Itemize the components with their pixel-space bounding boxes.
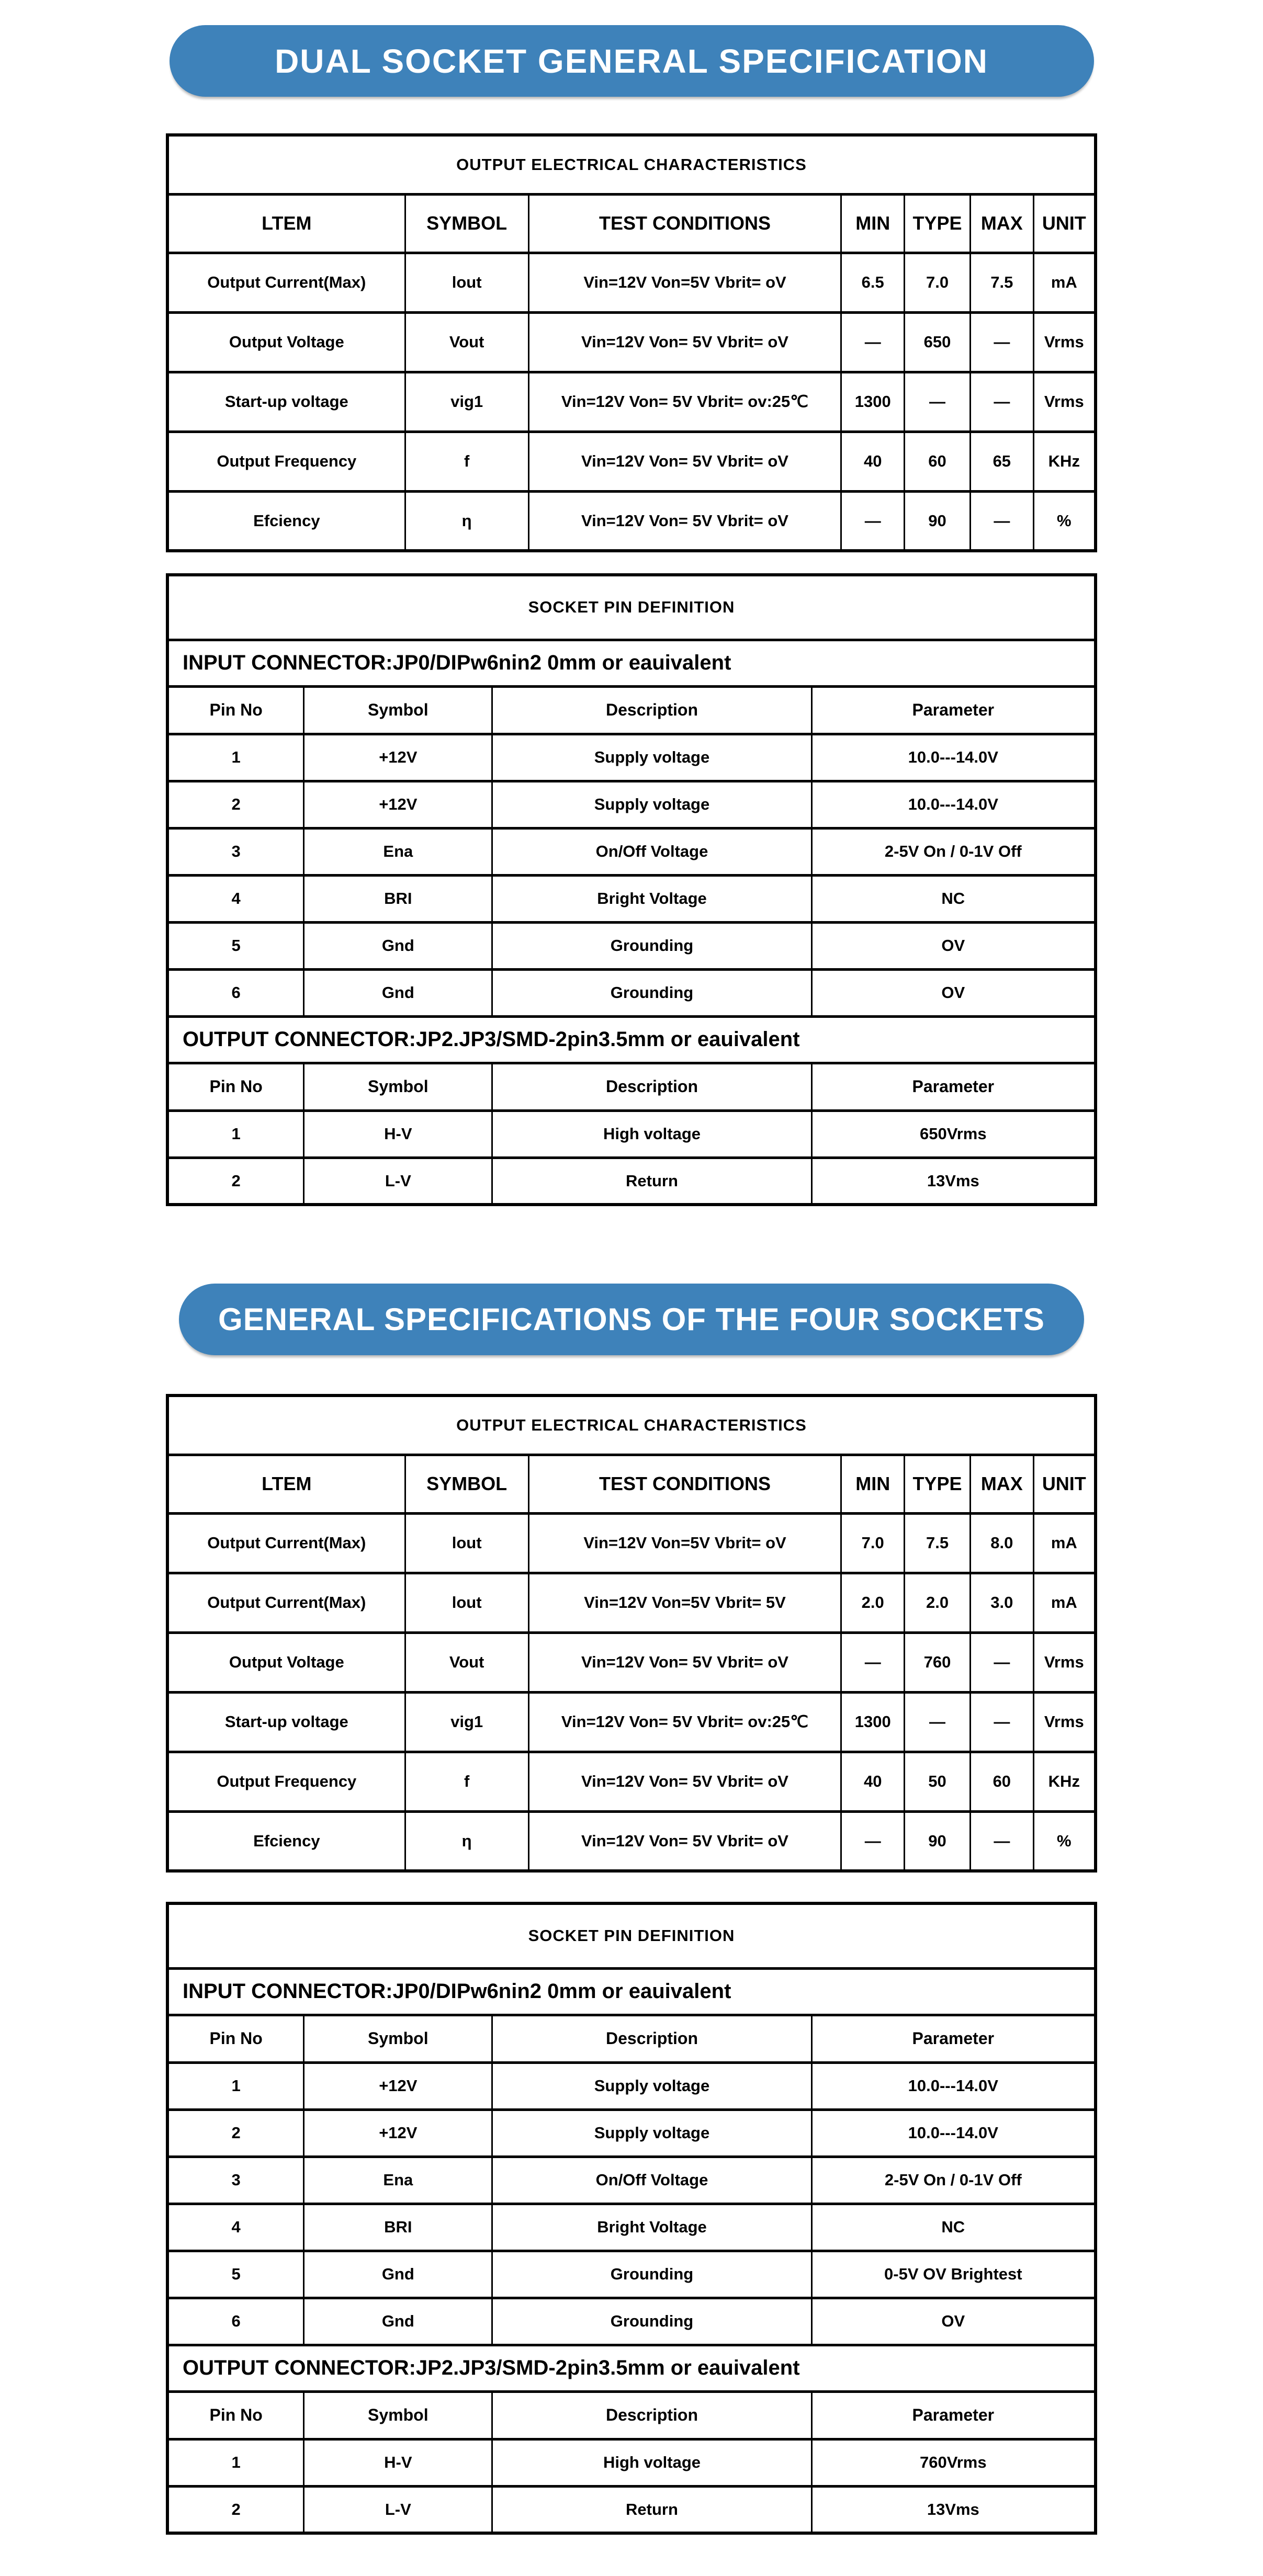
pin-table-header-row <box>167 2391 1096 2439</box>
table-cell: Grounding <box>492 2298 811 2345</box>
column-header: SYMBOL <box>405 194 528 253</box>
table-cell: 65 <box>971 432 1034 491</box>
table-cell: 2 <box>167 781 304 828</box>
table-cell: 8.0 <box>971 1513 1034 1573</box>
table-cell: High voltage <box>492 1110 811 1158</box>
column-header: Pin No <box>167 2391 304 2439</box>
table-cell: — <box>905 1692 971 1752</box>
table-cell: — <box>841 1811 905 1871</box>
table-cell: — <box>971 312 1034 372</box>
column-header: MIN <box>841 194 905 253</box>
table-cell: KHz <box>1033 432 1096 491</box>
table-cell: Vin=12V Von=5V Vbrit= oV <box>528 253 841 312</box>
section-banner-four-sockets: GENERAL SPECIFICATIONS OF THE FOUR SOCKETS <box>179 1284 1084 1355</box>
table-cell: 6 <box>167 2298 304 2345</box>
table-cell: Vin=12V Von= 5V Vbrit= oV <box>528 491 841 551</box>
table-cell: 10.0---14.0V <box>811 2062 1096 2109</box>
table-cell: mA <box>1033 253 1096 312</box>
table-cell: Vin=12V Von= 5V Vbrit= oV <box>528 432 841 491</box>
table-cell: 1300 <box>841 1692 905 1752</box>
table-cell: 7.0 <box>841 1513 905 1573</box>
table-header-row <box>167 1455 1096 1513</box>
column-header: Symbol <box>304 2391 492 2439</box>
table-title: SOCKET PIN DEFINITION <box>167 575 1096 640</box>
table-cell: Bright Voltage <box>492 2204 811 2251</box>
table-header-row <box>167 194 1096 253</box>
table-cell: H-V <box>304 2439 492 2486</box>
table-cell: Vrms <box>1033 372 1096 432</box>
input-connector-header: INPUT CONNECTOR:JP0/DIPw6nin2 0mm or eauivalent <box>167 1968 1096 2015</box>
column-header: Pin No <box>167 686 304 734</box>
table-title-row <box>167 1395 1096 1455</box>
table-cell: Output Current(Max) <box>167 1573 405 1632</box>
electrical-characteristics-table-dual <box>166 133 1097 552</box>
column-header: MAX <box>971 194 1034 253</box>
table-cell: 6.5 <box>841 253 905 312</box>
table-cell: Vin=12V Von= 5V Vbrit= oV <box>528 1752 841 1811</box>
pin-table-header-row <box>167 1063 1096 1110</box>
column-header: Pin No <box>167 2015 304 2062</box>
pin-table-header-row <box>167 686 1096 734</box>
table-cell: lout <box>405 1513 528 1573</box>
table-cell: mA <box>1033 1513 1096 1573</box>
table-cell: OV <box>811 969 1096 1016</box>
table-cell: — <box>971 372 1034 432</box>
table-cell: 1 <box>167 2062 304 2109</box>
table-cell: 90 <box>905 1811 971 1871</box>
table-cell: 3 <box>167 828 304 875</box>
table-cell: 7.0 <box>905 253 971 312</box>
table-cell: — <box>971 1692 1034 1752</box>
table-cell: Vout <box>405 312 528 372</box>
table-cell: BRI <box>304 2204 492 2251</box>
output-connector-header-row <box>167 2345 1096 2391</box>
table-cell: — <box>905 372 971 432</box>
column-header: Symbol <box>304 2015 492 2062</box>
table-cell: Bright Voltage <box>492 875 811 922</box>
table-row <box>167 2251 1096 2298</box>
table-cell: 2 <box>167 2109 304 2157</box>
input-connector-header: INPUT CONNECTOR:JP0/DIPw6nin2 0mm or eauivalent <box>167 640 1096 686</box>
pin-table-header-row <box>167 2015 1096 2062</box>
table-cell: Vin=12V Von= 5V Vbrit= ov:25℃ <box>528 1692 841 1752</box>
table-row <box>167 2439 1096 2486</box>
column-header: Symbol <box>304 1063 492 1110</box>
table-cell: 2-5V On / 0-1V Off <box>811 2157 1096 2204</box>
table-cell: Vin=12V Von=5V Vbrit= oV <box>528 1513 841 1573</box>
table-cell: — <box>841 491 905 551</box>
table-cell: Efciency <box>167 1811 405 1871</box>
column-header: TEST CONDITIONS <box>528 1455 841 1513</box>
column-header: Description <box>492 686 811 734</box>
table-cell: Output Voltage <box>167 312 405 372</box>
output-connector-header: OUTPUT CONNECTOR:JP2.JP3/SMD-2pin3.5mm or eauivalent <box>167 2345 1096 2391</box>
table-cell: — <box>971 491 1034 551</box>
table-row <box>167 922 1096 969</box>
table-cell: 60 <box>905 432 971 491</box>
table-row <box>167 1692 1096 1752</box>
table-cell: Return <box>492 1158 811 1205</box>
table-cell: OV <box>811 2298 1096 2345</box>
table-cell: 7.5 <box>971 253 1034 312</box>
table-cell: 3.0 <box>971 1573 1034 1632</box>
input-connector-header-row <box>167 1968 1096 2015</box>
table-title-row <box>167 135 1096 194</box>
table-cell: Return <box>492 2486 811 2533</box>
table-cell: 13Vms <box>811 2486 1096 2533</box>
table-row <box>167 2204 1096 2251</box>
table-cell: lout <box>405 253 528 312</box>
table-cell: Efciency <box>167 491 405 551</box>
table-cell: NC <box>811 2204 1096 2251</box>
column-header: TYPE <box>905 1455 971 1513</box>
table-cell: Vout <box>405 1632 528 1692</box>
table-cell: 50 <box>905 1752 971 1811</box>
table-cell: 10.0---14.0V <box>811 2109 1096 2157</box>
table-cell: Output Voltage <box>167 1632 405 1692</box>
table-cell: — <box>971 1632 1034 1692</box>
table-cell: Vin=12V Von=5V Vbrit= 5V <box>528 1573 841 1632</box>
table-cell: Grounding <box>492 969 811 1016</box>
table-cell: Grounding <box>492 2251 811 2298</box>
table-cell: η <box>405 491 528 551</box>
table-cell: 1 <box>167 1110 304 1158</box>
column-header: UNIT <box>1033 1455 1096 1513</box>
table-cell: Vin=12V Von= 5V Vbrit= oV <box>528 1811 841 1871</box>
table-cell: 2 <box>167 1158 304 1205</box>
column-header: Description <box>492 2391 811 2439</box>
table-cell: Vin=12V Von= 5V Vbrit= oV <box>528 1632 841 1692</box>
table-cell: — <box>971 1811 1034 1871</box>
table-cell: On/Off Voltage <box>492 828 811 875</box>
table-cell: H-V <box>304 1110 492 1158</box>
table-row <box>167 969 1096 1016</box>
table-title-row <box>167 575 1096 640</box>
table-cell: 60 <box>971 1752 1034 1811</box>
table-row <box>167 2062 1096 2109</box>
table-cell: Grounding <box>492 922 811 969</box>
table-cell: +12V <box>304 2062 492 2109</box>
input-connector-header-row <box>167 640 1096 686</box>
table-cell: Output Current(Max) <box>167 1513 405 1573</box>
table-cell: Supply voltage <box>492 781 811 828</box>
table-cell: Output Frequency <box>167 432 405 491</box>
table-cell: 7.5 <box>905 1513 971 1573</box>
column-header: TYPE <box>905 194 971 253</box>
table-cell: Output Current(Max) <box>167 253 405 312</box>
socket-pin-definition-table-dual <box>166 573 1097 1206</box>
table-row <box>167 1110 1096 1158</box>
table-cell: 760 <box>905 1632 971 1692</box>
table-cell: — <box>841 312 905 372</box>
table-cell: Supply voltage <box>492 2109 811 2157</box>
column-header: Description <box>492 1063 811 1110</box>
section-banner-dual-socket: DUAL SOCKET GENERAL SPECIFICATION <box>170 25 1094 97</box>
table-cell: L-V <box>304 2486 492 2533</box>
table-cell: Start-up voltage <box>167 1692 405 1752</box>
column-header: Parameter <box>811 686 1096 734</box>
table-cell: 0-5V OV Brightest <box>811 2251 1096 2298</box>
table-row <box>167 2486 1096 2533</box>
table-row <box>167 2157 1096 2204</box>
socket-pin-definition-table-four <box>166 1902 1097 2535</box>
table-cell: 4 <box>167 2204 304 2251</box>
table-row <box>167 1158 1096 1205</box>
table-cell: KHz <box>1033 1752 1096 1811</box>
column-header: MIN <box>841 1455 905 1513</box>
table-cell: 1 <box>167 734 304 781</box>
table-cell: 10.0---14.0V <box>811 734 1096 781</box>
table-cell: Start-up voltage <box>167 372 405 432</box>
column-header: Description <box>492 2015 811 2062</box>
table-cell: 90 <box>905 491 971 551</box>
table-cell: +12V <box>304 781 492 828</box>
table-cell: 650Vrms <box>811 1110 1096 1158</box>
table-cell: Vin=12V Von= 5V Vbrit= ov:25℃ <box>528 372 841 432</box>
table-cell: — <box>841 1632 905 1692</box>
table-cell: 2.0 <box>841 1573 905 1632</box>
table-row <box>167 1752 1096 1811</box>
table-cell: Gnd <box>304 969 492 1016</box>
table-cell: Output Frequency <box>167 1752 405 1811</box>
table-cell: 13Vms <box>811 1158 1096 1205</box>
output-connector-header: OUTPUT CONNECTOR:JP2.JP3/SMD-2pin3.5mm or eauivalent <box>167 1016 1096 1063</box>
table-row <box>167 1513 1096 1573</box>
table-cell: 40 <box>841 432 905 491</box>
table-row <box>167 2298 1096 2345</box>
table-title: SOCKET PIN DEFINITION <box>167 1903 1096 1968</box>
table-cell: Supply voltage <box>492 734 811 781</box>
table-cell: Gnd <box>304 2298 492 2345</box>
table-cell: mA <box>1033 1573 1096 1632</box>
table-cell: OV <box>811 922 1096 969</box>
column-header: Parameter <box>811 2015 1096 2062</box>
table-row <box>167 253 1096 312</box>
table-cell: NC <box>811 875 1096 922</box>
column-header: Pin No <box>167 1063 304 1110</box>
table-cell: Gnd <box>304 922 492 969</box>
table-cell: 5 <box>167 922 304 969</box>
table-cell: High voltage <box>492 2439 811 2486</box>
column-header: Parameter <box>811 2391 1096 2439</box>
table-cell: % <box>1033 491 1096 551</box>
table-cell: f <box>405 432 528 491</box>
column-header: Symbol <box>304 686 492 734</box>
table-cell: 6 <box>167 969 304 1016</box>
table-cell: 4 <box>167 875 304 922</box>
column-header: SYMBOL <box>405 1455 528 1513</box>
table-cell: Ena <box>304 828 492 875</box>
table-cell: +12V <box>304 734 492 781</box>
table-row <box>167 1573 1096 1632</box>
table-cell: Vrms <box>1033 1632 1096 1692</box>
table-row <box>167 1632 1096 1692</box>
column-header: Parameter <box>811 1063 1096 1110</box>
table-title: OUTPUT ELECTRICAL CHARACTERISTICS <box>167 135 1096 194</box>
table-row <box>167 2109 1096 2157</box>
table-cell: 1 <box>167 2439 304 2486</box>
table-row <box>167 372 1096 432</box>
table-cell: 2 <box>167 2486 304 2533</box>
table-cell: 2.0 <box>905 1573 971 1632</box>
table-cell: lout <box>405 1573 528 1632</box>
table-row <box>167 1811 1096 1871</box>
table-cell: Supply voltage <box>492 2062 811 2109</box>
table-cell: vig1 <box>405 372 528 432</box>
table-title-row <box>167 1903 1096 1968</box>
table-row <box>167 828 1096 875</box>
table-cell: L-V <box>304 1158 492 1205</box>
column-header: TEST CONDITIONS <box>528 194 841 253</box>
table-cell: Vrms <box>1033 1692 1096 1752</box>
table-cell: 1300 <box>841 372 905 432</box>
table-row <box>167 734 1096 781</box>
column-header: LTEM <box>167 1455 405 1513</box>
table-cell: Vrms <box>1033 312 1096 372</box>
table-cell: +12V <box>304 2109 492 2157</box>
column-header: UNIT <box>1033 194 1096 253</box>
table-cell: BRI <box>304 875 492 922</box>
table-title: OUTPUT ELECTRICAL CHARACTERISTICS <box>167 1395 1096 1455</box>
electrical-characteristics-table-four <box>166 1394 1097 1873</box>
table-cell: 10.0---14.0V <box>811 781 1096 828</box>
table-cell: f <box>405 1752 528 1811</box>
table-cell: On/Off Voltage <box>492 2157 811 2204</box>
table-row <box>167 875 1096 922</box>
table-row <box>167 781 1096 828</box>
table-cell: 760Vrms <box>811 2439 1096 2486</box>
table-cell: η <box>405 1811 528 1871</box>
table-cell: 40 <box>841 1752 905 1811</box>
table-cell: Vin=12V Von= 5V Vbrit= oV <box>528 312 841 372</box>
table-cell: 5 <box>167 2251 304 2298</box>
table-cell: vig1 <box>405 1692 528 1752</box>
table-cell: 3 <box>167 2157 304 2204</box>
table-cell: 2-5V On / 0-1V Off <box>811 828 1096 875</box>
table-row <box>167 491 1096 551</box>
table-cell: 650 <box>905 312 971 372</box>
output-connector-header-row <box>167 1016 1096 1063</box>
table-cell: Ena <box>304 2157 492 2204</box>
specification-document <box>0 25 1263 2576</box>
column-header: MAX <box>971 1455 1034 1513</box>
column-header: LTEM <box>167 194 405 253</box>
table-row <box>167 312 1096 372</box>
table-cell: % <box>1033 1811 1096 1871</box>
table-cell: Gnd <box>304 2251 492 2298</box>
table-row <box>167 432 1096 491</box>
